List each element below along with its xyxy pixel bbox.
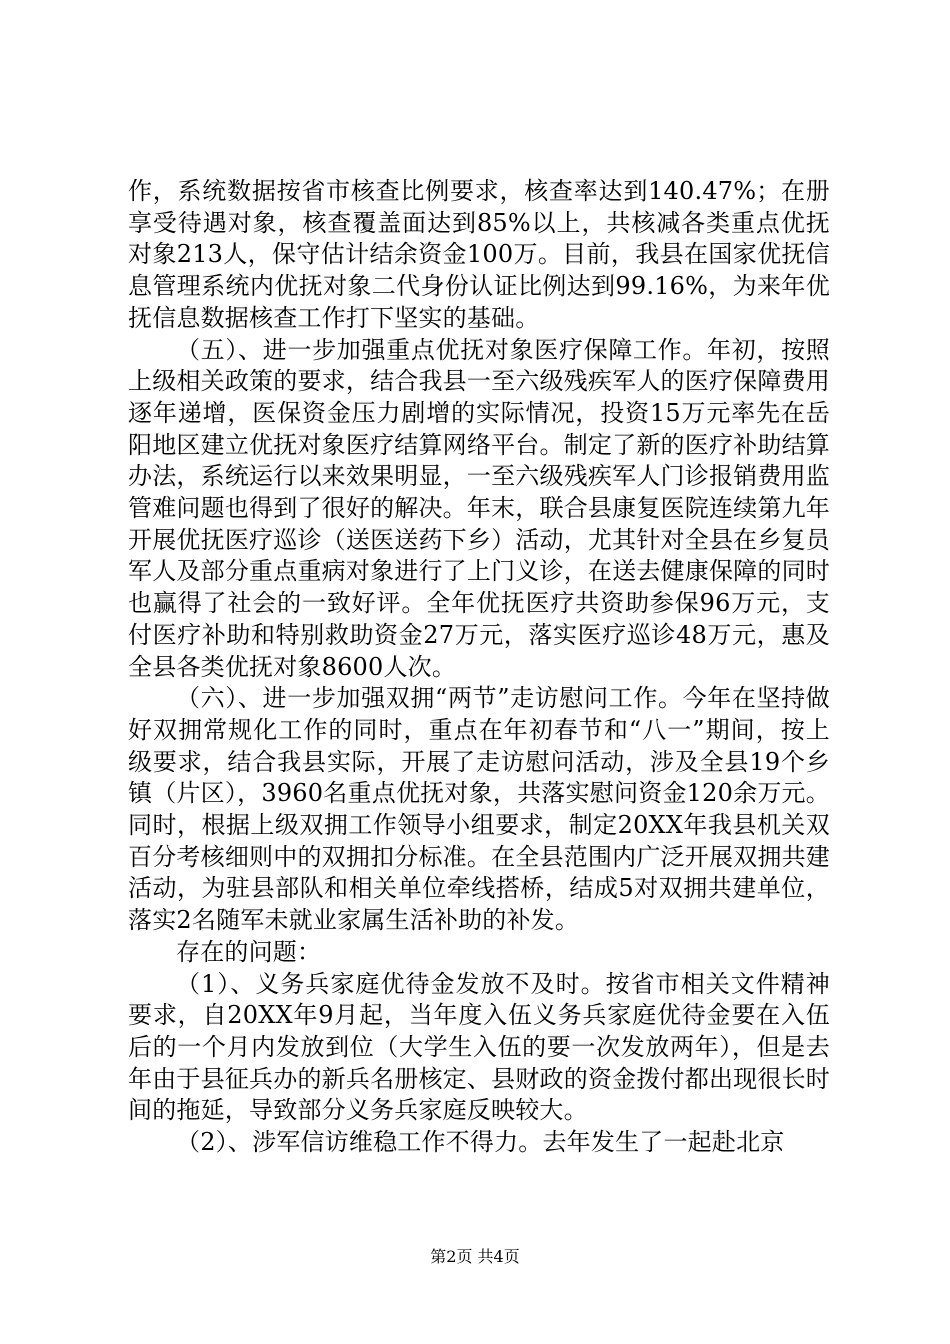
paragraph-4-heading: 存在的问题：: [176, 937, 322, 966]
paragraph-5: （1）、义务兵家庭优待金发放不及时。按省市相关文件精神要求，自20XX年9月起，当年度入伍义务兵家庭优待金要在入伍后的一个月内发放到位（大学生入伍的要一次发放两年），但是去年由于县征兵办的新兵名册核定、县财政的资金拨付都出现很长时间的拖延，导致部分义务兵家庭反映较大。: [128, 969, 830, 1125]
paragraph-1: 作，系统数据按省市核查比例要求，核查率达到140.47%；在册享受待遇对象，核查覆盖面达到85%以上，共核减各类重点优抚对象213人，保守估计结余资金100万。目前，我县在国家优抚信息管理系统内优抚对象二代身份认证比例达到99.16%，为来年优抚信息数据核查工作打下坚实的基础。: [128, 177, 830, 332]
paragraph-3: （六）、进一步加强双拥“两节”走访慰问工作。今年在坚持做好双拥常规化工作的同时，重点在年初春节和“八一”期间，按上级要求，结合我县实际，开展了走访慰问活动，涉及全县19个乡镇（片区），3960名重点优抚对象，共落实慰问资金120余万元。同时，根据上级双拥工作领导小组要求，制定20XX年我县机关双百分考核细则中的双拥扣分标准。在全县范围内广泛开展双拥共建活动，为驻县部队和相关单位牵线搭桥，结成5对双拥共建单位，落实2名随军未就业家属生活补助的补发。: [128, 684, 830, 935]
paragraph-6: （2）、涉军信访维稳工作不得力。去年发生了一起赴北京: [176, 1128, 785, 1157]
page-number-label: 第2页 共4页: [430, 1247, 520, 1266]
page-footer: [0, 1247, 950, 1267]
paragraph-2: （五）、进一步加强重点优抚对象医疗保障工作。年初，按照上级相关政策的要求，结合我县一至六级残疾军人的医疗保障费用逐年递增，医保资金压力剧增的实际情况，投资15万元率先在岳阳地区建立优抚对象医疗结算网络平台。制定了新的医疗补助结算办法，系统运行以来效果明显，一至六级残疾军人门诊报销费用监管难问题也得到了很好的解决。年末，联合县康复医院连续第九年开展优抚医疗巡诊（送医送药下乡）活动，尤其针对全县在乡复员军人及部分重点重病对象进行了上门义诊，在送去健康保障的同时也赢得了社会的一致好评。全年优抚医疗共资助参保96万元，支付医疗补助和特别救助资金27万元，落实医疗巡诊48万元，惠及全县各类优抚对象8600人次。: [128, 335, 830, 681]
document-body: [128, 176, 830, 1159]
